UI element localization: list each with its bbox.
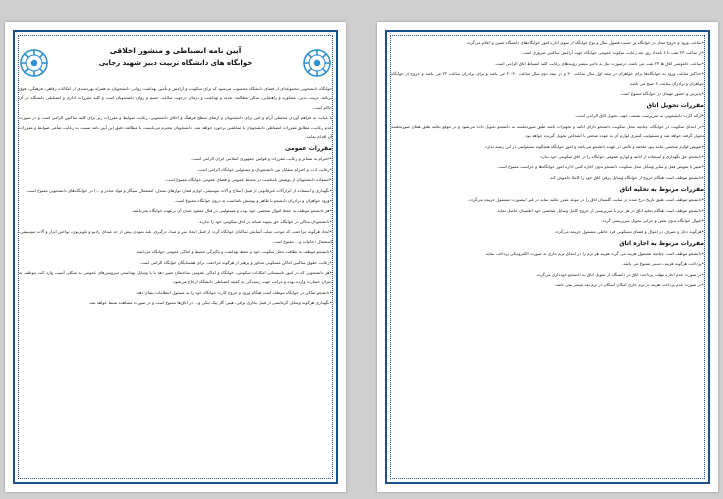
section-heading-delivery: مقررات تحویل اتاق bbox=[646, 102, 704, 110]
rule-item: •ساعت خاموشی اتاق ها ۲۴ شب می باشد، درصورت نیاز به تاخیر بیشتر رویندهای رعایت کلیه انضباط اتاق الزامی است. bbox=[494, 60, 704, 66]
rule-item: •تعویض لوازم شخصی مانند پتو، ملحفه و بالش در عهده دانشجو می‌باشد و امور خوابگاه هیچگونه مسئولیتی در این زمینه ندارد. bbox=[484, 143, 704, 149]
rule-item: •دانشجو موظف است هنگام تخلیه اتاق در هر ترم با سرپرستی از خروج کامل وسایل شخصی خود اطمینان حاصل نماید. bbox=[496, 207, 704, 213]
rule-item: •دانشجو موظف به نظافت محل سکونت خود و حفظ بهداشت و پاکیزگی محیط و اماکن عمومی خوابگاه می‌باشد. bbox=[135, 249, 332, 255]
rule-item: •احترام به شعائر و رعایت مقررات و قوانین جمهوری اسلامی ایران الزامی است. bbox=[190, 156, 332, 162]
rule-item: •دانشجو موظف است هنگام خروج از خوابگاه وسایل برقی اتاق خود را کاملا خاموش کند. bbox=[548, 174, 704, 180]
document-subtitle: خوابگاه های دانشگاه تربیت دبیر شهید رجایی bbox=[98, 59, 253, 67]
rule-item: •دانشجو حق نگهداری و استفاده از اثاثیه و لوازم عمومی خوابگاه را در اتاق سکونتی خود ندارد. bbox=[539, 154, 704, 160]
document-header bbox=[19, 44, 332, 80]
rule-item: •استفاده دانشجویان از پوشش نامناسب در محیط عمومی و فضای عمومی خوابگاه ممنوع است. bbox=[164, 177, 332, 183]
rule-item: •دانشجویان ساکن در خوابگاه حق بیتوته شبانه در اتاق سکونتی خود را ندارند. bbox=[198, 218, 332, 224]
rule-item: •در صورت عدم پرداخت هزینه در ترم جاری امکان اسکان در ترم بعد میسر نمی باشد. bbox=[554, 282, 704, 288]
section-heading-evacuation: مقررات مربوط به تخلیه اتاق bbox=[619, 186, 704, 194]
rule-item: •رعایت ادب و احترام متقابل بین دانشجویان و مسئولین خوابگاه الزامی است. bbox=[196, 166, 332, 172]
page-content bbox=[391, 38, 704, 478]
rule-item: •ساعت ورود و خروج مجاز در خوابگاه بر حسب فصول سال و نوع خوابگاه از سوی اداره امور خوابگاه‌های دانشگاه تعیین و اعلام می‌گردد. bbox=[465, 40, 704, 45]
rule-item: •نگهداری هرگونه وسایل گرمایشی از قبیل بخاری برقی، هیتر، گاز پیک نیکی و... در اتاق‌ها ممنوع است و در صورت مشاهده ضبط خواهد شد. bbox=[88, 300, 332, 306]
rule-item: •در ابتدای سکونت در خوابگاه، چنانچه محل سکونت دانشجو دارای اثاثیه و تجهیزات باشد طبق صورتجلسه به دانشجو تحویل داده می‌شود و در موقع تخلیه طبق همان صورتجلسه تحویل گرفته خواهد شد و مسئولیت کسری لوازم آن به عهده شخص یا اشخاص تحویل گیرنده خواهد بود. bbox=[391, 123, 704, 139]
rent-rules-list bbox=[391, 249, 704, 290]
intro-section bbox=[19, 84, 332, 141]
document-page-left bbox=[5, 22, 346, 492]
rule-item: •ارائه کارت دانشجویی به سرپرست شیفت جهت تحویل اتاق الزامی است. bbox=[574, 113, 704, 119]
rule-item: •دانشجو ساکن در خوابگاه موظف است هنگام ورود و خروج کارت خوابگاه خود را به مسئول انتظامات نشان دهد. bbox=[135, 289, 332, 295]
university-logo-icon bbox=[302, 48, 332, 78]
delivery-rules-list bbox=[391, 111, 704, 182]
university-logo-icon bbox=[19, 48, 49, 78]
rule-item: •ورود خواهران و برادران دانشجو با ظاهر و پوشش نامناسب به درون خوابگاه ممنوع است. bbox=[174, 198, 332, 204]
rule-item: •ایجاد هرگونه مزاحمت که موجب سلب آسایش ساکنان خوابگاه گردد از قبیل ایجاد سر و صدا، درگیری، بلند نمودن بیش از حد صدای رادیو و تلویزیون، نواختن ابزار و آلات موسیقی، استعمال دخانیات و... ممنوع است. bbox=[19, 229, 332, 244]
rule-item: •هر دانشجو موظف به حفظ اموال شخصی خود بوده و مسئولیتی در قبال مفقود شدن آن برعهده خوابگاه نمی‌باشد. bbox=[131, 208, 332, 214]
rule-item: •هر دانشجویی که در امور تاسیساتی امکانات سکونتی، خوابگاه و اماکن عمومی ساختمان تغییر دهد یا با وسایل بهداشتی سرویس‌های عمومی به شکلی آسیب وارد کند، موظف به جبران خسارت وارده بوده و مراتب جهت رسیدگی به کمیته انضباطی دانشگاه ارجاع می‌شود. bbox=[19, 269, 332, 285]
rule-item: •اموال خوابگاه بدون نقص و خرابی تحویل سرپرستی گردد. bbox=[601, 218, 704, 224]
rule-item: •هرگونه دخل و تصرف در اموال و فضای مسکونی فرد خاطی مشمول جریمه می‌گردد. bbox=[553, 228, 704, 234]
intro-paragraph: با عنایت به فراهم آوردن محیطی آرام و امن برای دانشجویان و ارتقای سطح فرهنگ و اخلاق دانشجویی، رعایت ضوابط و مقررات زیر برای کلیه ساکنین الزامی است و در صورت عدم رعایت، مطابق مقررات انضباطی دانشجویان با متخلفین برخورد خواهد شد. دانشجویان محترم می‌بایست با مطالعه دقیق این آیین نامه نسبت به رعایت تمامی ضوابط و مقررات آن اقدام نمایند. bbox=[19, 115, 332, 140]
document-title: آیین نامه انضباطی و منشور اخلاقی bbox=[109, 46, 242, 55]
rule-item: •تغییر یا تعویض قفل و سایر وسایل محل سکونت دانشجو بدون اجازه کتبی اداره امور خوابگاه‌ها و حراست ممنوع است. bbox=[496, 164, 704, 170]
rule-item: •از ساعت ۲۳ شب تا ۶ بامداد روز بعد رعایت سکوت عمومی خوابگاه جهت آرامش ساکنین ضروری است. bbox=[521, 50, 704, 56]
document-page-right bbox=[377, 22, 718, 492]
rule-item: •در صورت عدم اجازه مهلت پرداخت اتاق در دانشگاه از تحویل اتاق به دانشجو خودداری می‌گردد. bbox=[535, 271, 704, 277]
rule-item: •نگهداری و استفاده از ابزارآلات غیرقانونی از قبیل (سلاح و آلات موسیقی، لوازم قمار، نوارهای مبتذل، استعمال سیگار و مواد مخدر و ...) در خوابگاه‌های دانشجویی ممنوع است. bbox=[25, 187, 332, 193]
section-heading-general: مقررات عمومی bbox=[284, 145, 332, 153]
rule-item: •رعایت حقوق ساکنین اماکن مسکونی مجاور و پرهیز از هرگونه مزاحمت برای همسایگان خوابگاه الزامی است. bbox=[139, 259, 332, 265]
rule-item: •دانشجو موظف است طبق تاریخ درج شده در سایت گلستان اتاق را در موعد مقرر تخلیه نماید در غیر اینصورت مشمول جریمه می‌گردد. bbox=[467, 197, 704, 203]
rule-item: •پذیرش و حضور مهمان در خوابگاه ممنوع است. bbox=[619, 91, 704, 97]
rule-item: •دانشجو موظف است چنانچه مشمول هزینه می گردد هزینه هر ترم را در ابتدای ترم جاری به صورت الکترونیکی پرداخت نماید. bbox=[484, 250, 704, 256]
evacuation-rules-list bbox=[391, 195, 704, 236]
rule-item: •حداکثر ساعت ورود به خوابگاه‌ها برای خواهران در نیمه اول سال ساعت ۲۰ و در نیمه دوم سال ساعت ۲۰:۳۰ می باشد و برای برادران ساعت ۲۲ می باشد و خروج از خوابگاه خواهران و برادران ساعت ۶ صبح می باشد. bbox=[391, 71, 704, 86]
rule-item: •پرداخت هرگونه هزینه، دستی ممنوع می باشد. bbox=[621, 261, 704, 267]
page-content bbox=[19, 38, 332, 478]
section-heading-rent: مقررات مربوط به اجاره اتاق bbox=[619, 239, 704, 247]
intro-paragraph: خوابگاه دانشجویی مجموعه‌ای از فضای دانشگاه محسوب می‌شود که برای سکونت و آرامش و تأمین بهداشت روانی دانشجویان به همراه بهره‌مندی از امکانات رفاهی، فرهنگی، فوق برنامه، تربیت بدنی، مشاوره و راهنمایی، سالن مطالعه، تغذیه و بهداشت و درمان درجهت سلامت جسم و روان دانشجویان است و کلیه مقررات اداری و انضباطی دانشگاه در آن حاکم است. bbox=[19, 86, 332, 110]
hours-rules-list bbox=[391, 38, 704, 98]
general-rules-list bbox=[19, 154, 332, 307]
